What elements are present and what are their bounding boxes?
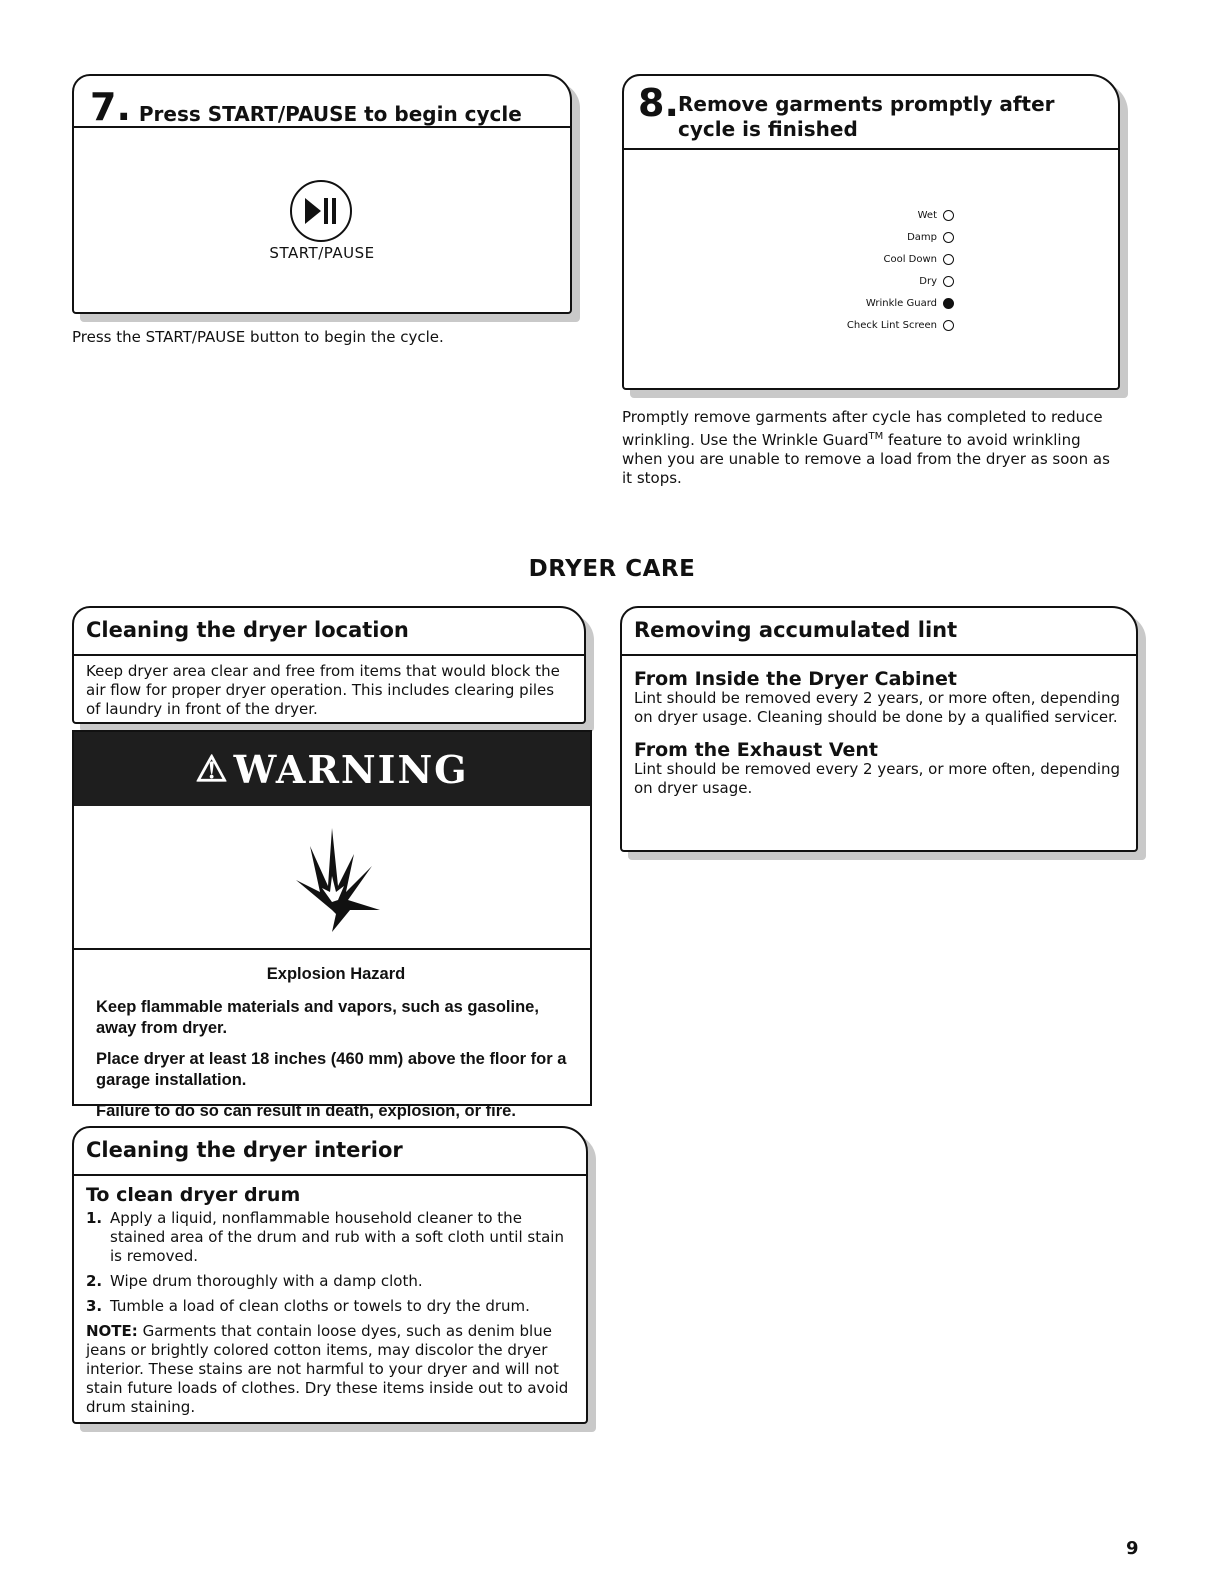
clean-drum-heading: To clean dryer drum [86, 1184, 301, 1206]
cleaning-location-body: Keep dryer area clear and free from items that would block the air flow for proper dryer operation. This includes clearing piles of laundry in front of the dryer. [86, 662, 560, 718]
step7-title: Press START/PAUSE to begin cycle [138, 102, 522, 126]
lint-vent-body: Lint should be removed every 2 years, or more often, depending on dryer usage. [634, 760, 1120, 797]
clean-drum-note: NOTE: Garments that contain loose dyes, such as denim blue jeans or brightly colored cotton items, may discolor the dryer interior. These stains are not harmful to your dryer and will not stain future loads of clothes. Dry these items inside out to avoid drum staining. [86, 1322, 569, 1416]
step8-number: 8. [638, 81, 679, 125]
cleaning-location-title: Cleaning the dryer location [74, 608, 584, 656]
cleaning-interior-title: Cleaning the dryer interior [74, 1128, 586, 1176]
list-item: 1. Apply a liquid, nonflammable household cleaner to the stained area of the drum and rub with a soft cloth until stain is removed. [86, 1209, 564, 1265]
status-row-wrinkle-guard: Wrinkle Guard [774, 292, 954, 314]
list-item: 2. Wipe drum thoroughly with a damp cloth. [86, 1272, 423, 1290]
warning-box [72, 730, 592, 1120]
start-pause-icon [290, 180, 352, 242]
step8-title-line1: Remove garments promptly after [678, 92, 1055, 116]
status-indicator-icon [943, 254, 954, 265]
warning-line3: Failure to do so can result in death, explosion, or fire. [96, 1102, 516, 1120]
warning-text [96, 964, 576, 1132]
status-indicator-active-icon [943, 298, 954, 309]
clean-drum-steps [86, 1209, 574, 1316]
lint-cabinet-body: Lint should be removed every 2 years, or more often, depending on dryer usage. Cleaning should be done by a qualified servicer. [634, 689, 1120, 726]
status-indicator-icon [943, 232, 954, 243]
warning-pictogram-area [74, 806, 590, 950]
step8-title-line2: cycle is finished [678, 117, 858, 141]
cleaning-location-card [72, 606, 586, 724]
step8-header [624, 76, 1118, 150]
warning-triangle-icon: ⚠ [195, 748, 230, 790]
step7-header [74, 76, 570, 128]
page-number: 9 [1126, 1538, 1139, 1559]
warning-line2: Place dryer at least 18 inches (460 mm) above the floor for a garage installation. [96, 1050, 567, 1089]
warning-header [74, 732, 590, 806]
step8-caption: Promptly remove garments after cycle has completed to reduce wrinkling. Use the Wrinkle Guard™ feature to avoid wrinkling when you are unable to remove a load from the dryer as soon as it stops. [622, 408, 1110, 487]
start-pause-label: START/PAUSE [269, 244, 375, 262]
step7-card [72, 74, 572, 314]
lint-cabinet-heading: From Inside the Dryer Cabinet [634, 668, 957, 690]
status-row-check-lint-screen: Check Lint Screen [774, 314, 954, 336]
cleaning-interior-card [72, 1126, 588, 1424]
warning-line1: Keep flammable materials and vapors, such as gasoline, away from dryer. [96, 998, 539, 1037]
step8-card [622, 74, 1120, 390]
step7-caption: Press the START/PAUSE button to begin the cycle. [72, 328, 444, 346]
section-title: DRYER CARE [528, 556, 696, 582]
warning-hazard: Explosion Hazard [266, 965, 406, 983]
step7-number: 7. [90, 85, 131, 129]
cycle-status-list [774, 204, 954, 336]
status-indicator-icon [943, 276, 954, 287]
warning-heading: WARNING [233, 746, 469, 792]
lint-vent-heading: From the Exhaust Vent [634, 739, 878, 761]
status-row-damp: Damp [774, 226, 954, 248]
status-indicator-icon [943, 210, 954, 221]
lint-title: Removing accumulated lint [622, 608, 1136, 656]
list-item: 3. Tumble a load of clean cloths or towels to dry the drum. [86, 1297, 530, 1315]
status-indicator-icon [943, 320, 954, 331]
lint-card [620, 606, 1138, 852]
status-row-dry: Dry [774, 270, 954, 292]
status-row-wet: Wet [774, 204, 954, 226]
explosion-icon [74, 806, 590, 948]
status-row-cool-down: Cool Down [774, 248, 954, 270]
